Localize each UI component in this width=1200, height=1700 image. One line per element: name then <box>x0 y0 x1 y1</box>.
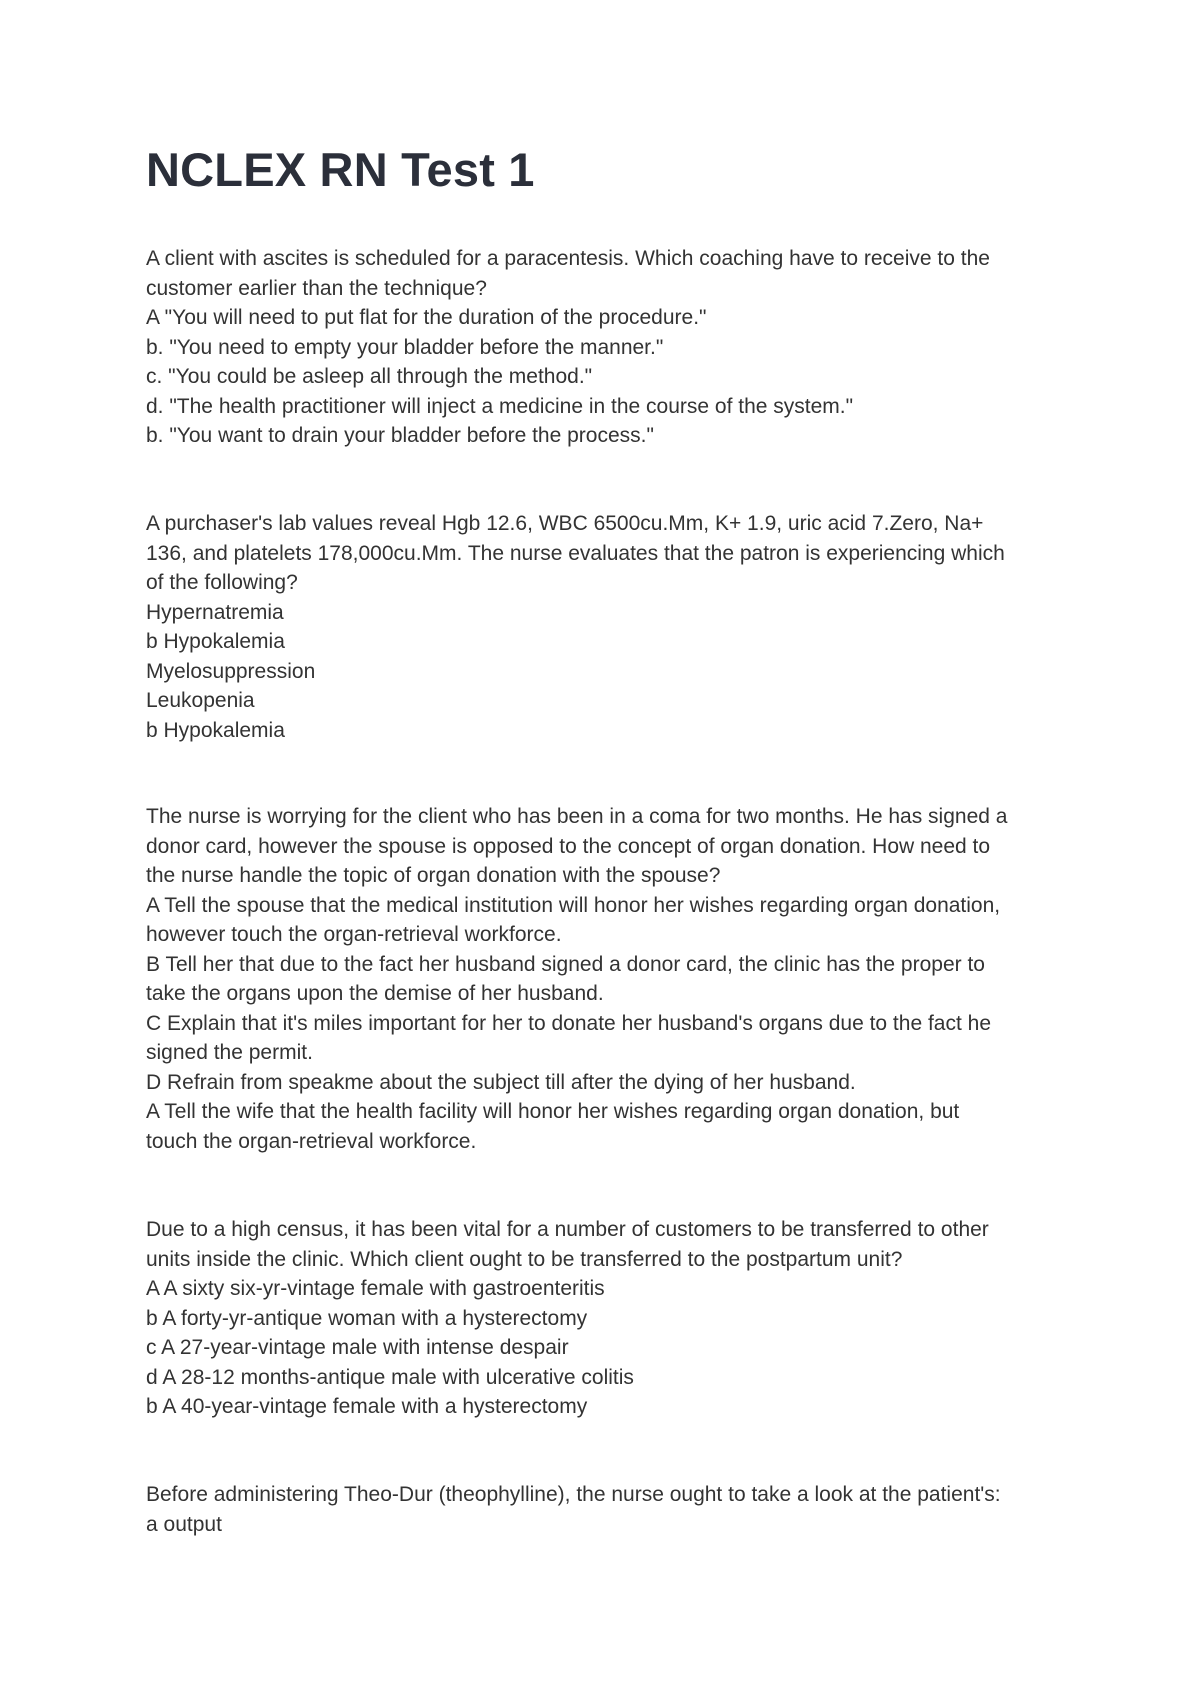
question-text-line: customer earlier than the technique? <box>146 276 487 300</box>
answer-option: D Refrain from speakme about the subject till after the dying of her husband. <box>146 1070 856 1094</box>
answer-option: B Tell her that due to the fact her husband signed a donor card, the clinic has the proper to <box>146 952 985 976</box>
question-text-line: the nurse handle the topic of organ donation with the spouse? <box>146 864 721 887</box>
question-text-line: Due to a high census, it has been vital for a number of customers to be transferred to other <box>146 1218 989 1241</box>
correct-answer: b A 40-year-vintage female with a hysterectomy <box>146 1395 588 1418</box>
question-text-line: units inside the clinic. Which client ought to be transferred to the postpartum unit? <box>146 1247 903 1271</box>
answer-option: take the organs upon the demise of her husband. <box>146 982 604 1005</box>
answer-option: A Tell the spouse that the medical institution will honor her wishes regarding organ donation, <box>146 893 1001 917</box>
answer-option: A A sixty six-yr-vintage female with gastroenteritis <box>146 1277 605 1300</box>
question-block-4 <box>146 1215 1076 1422</box>
answer-option: b Hypokalemia <box>146 630 285 653</box>
question-text-line: The nurse is worrying for the client who has been in a coma for two months. He has signed a <box>146 805 1008 828</box>
answer-option: b A forty-yr-antique woman with a hysterectomy <box>146 1306 588 1330</box>
question-block-1 <box>146 244 1076 451</box>
answer-option: Leukopenia <box>146 689 255 712</box>
answer-option: signed the permit. <box>146 1041 313 1064</box>
answer-option: however touch the organ-retrieval workforce. <box>146 923 562 946</box>
question-block-3 <box>146 802 1076 1156</box>
correct-answer: touch the organ-retrieval workforce. <box>146 1129 477 1153</box>
answer-option: a output <box>146 1512 222 1536</box>
question-block-2 <box>146 509 1076 745</box>
answer-option: A "You will need to put flat for the duration of the procedure." <box>146 306 707 329</box>
answer-option: C Explain that it's miles important for her to donate her husband's organs due to the fact he <box>146 1011 992 1035</box>
answer-option: Myelosuppression <box>146 659 316 683</box>
correct-answer: A Tell the wife that the health facility will honor her wishes regarding organ donation, but <box>146 1100 960 1123</box>
answer-option: Hypernatremia <box>146 600 284 624</box>
question-text-line: 136, and platelets 178,000cu.Mm. The nurse evaluates that the patron is experiencing which <box>146 541 1005 565</box>
question-text-line: A purchaser's lab values reveal Hgb 12.6, WBC 6500cu.Mm, K+ 1.9, uric acid 7.Zero, Na+ <box>146 512 984 535</box>
answer-option: c A 27-year-vintage male with intense despair <box>146 1336 569 1359</box>
answer-option: b. "You need to empty your bladder before the manner." <box>146 335 664 359</box>
question-text-line: of the following? <box>146 571 298 594</box>
answer-option: d A 28-12 months-antique male with ulcerative colitis <box>146 1365 634 1389</box>
correct-answer: b. "You want to drain your bladder before the process." <box>146 424 654 447</box>
question-text-line: donor card, however the spouse is opposed to the concept of organ donation. How need to <box>146 834 991 858</box>
question-text-line: A client with ascites is scheduled for a paracentesis. Which coaching have to receive to the <box>146 247 990 270</box>
correct-answer: b Hypokalemia <box>146 718 285 742</box>
answer-option: c. "You could be asleep all through the method." <box>146 365 593 388</box>
answer-option: d. "The health practitioner will inject a medicine in the course of the system." <box>146 394 854 418</box>
page-title: NCLEX RN Test 1 <box>146 143 535 196</box>
question-block-5 <box>146 1480 1076 1539</box>
question-text-line: Before administering Theo-Dur (theophylline), the nurse ought to take a look at the patient's: <box>146 1483 1001 1506</box>
